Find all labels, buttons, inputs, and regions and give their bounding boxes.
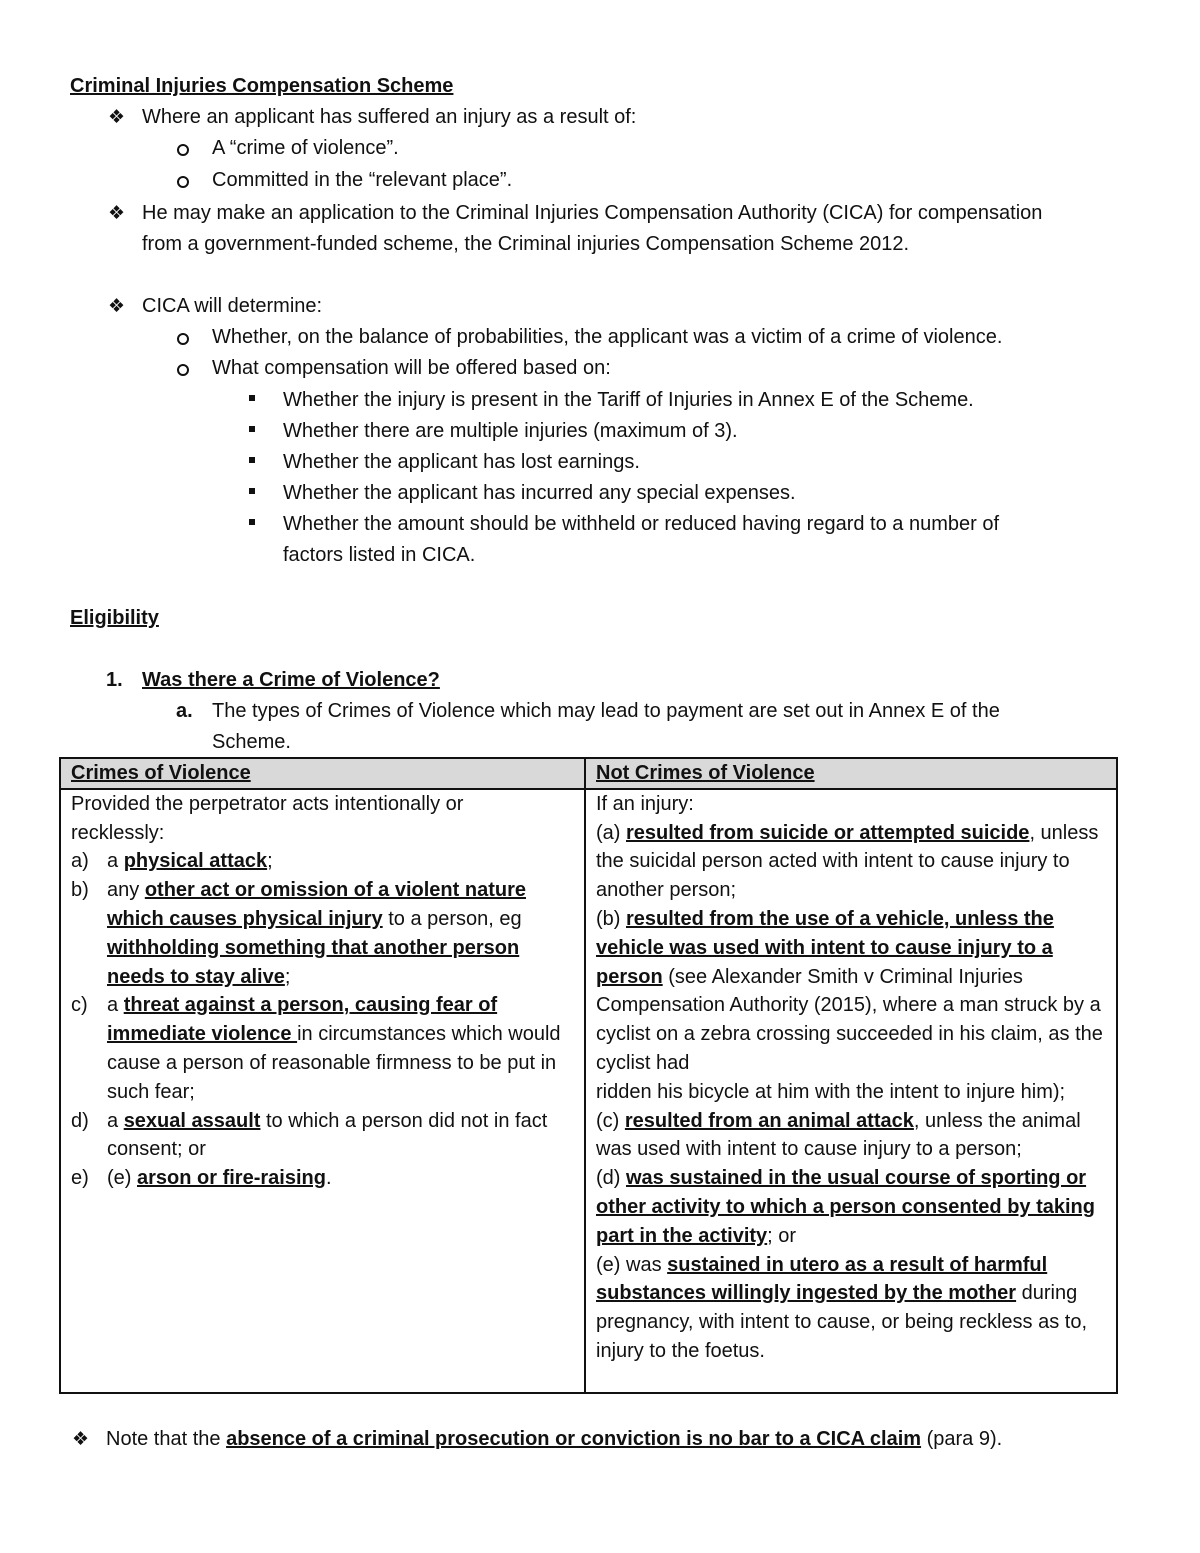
item-text: ; xyxy=(284,965,291,988)
col1-cell xyxy=(60,789,585,1393)
list-item xyxy=(596,1164,1112,1250)
item-mark: e) xyxy=(71,1167,89,1190)
item-text: (a) xyxy=(596,821,626,844)
cica-factor: Whether there are multiple injuries (maximum of 3). xyxy=(283,420,738,442)
item-underlined: physical attack xyxy=(123,850,268,873)
square-bullet-icon xyxy=(249,457,255,463)
crimes-table xyxy=(59,757,1118,1394)
intro-sub2: Committed in the “relevant place”. xyxy=(212,169,513,191)
table-header-row xyxy=(60,758,1117,789)
list-item xyxy=(71,991,580,1106)
item-underlined: sustained in utero as a result of harmful substances willingly ingested by the mother xyxy=(596,1253,1048,1305)
item-text: , unless the animal was used with intent to cause injury to a person; xyxy=(596,1109,1081,1161)
item-underlined: resulted from suicide or attempted suicide xyxy=(626,821,1030,844)
col2-header: Not Crimes of Violence xyxy=(585,758,1117,789)
intro-apply-line2: from a government-funded scheme, the Criminal injuries Compensation Scheme 2012. xyxy=(142,233,910,255)
item-text: (c) xyxy=(596,1109,625,1132)
item-text: . xyxy=(325,1167,332,1190)
circle-bullet-icon xyxy=(177,364,189,376)
item-underlined: sexual assault xyxy=(123,1109,261,1132)
item-underlined: withholding something that another person needs to stay alive xyxy=(107,936,520,988)
item-underlined: was sustained in the usual course of sporting or other activity to which a person consented by taking part in the activity xyxy=(596,1167,1095,1247)
item-underlined: arson or fire-raising xyxy=(137,1167,326,1190)
item-text: (see Alexander Smith v Criminal Injuries Compensation Authority (2015), where a man struck by a cyclist on a zebra crossing succeeded in his claim, as the cyclist had xyxy=(596,965,1103,1074)
item-text: to which a person did not in fact consent; or xyxy=(107,1109,548,1161)
list-item xyxy=(596,1107,1112,1165)
note-line xyxy=(106,1424,1002,1455)
list-item xyxy=(71,876,580,991)
item-mark: b) xyxy=(71,879,89,902)
table-row xyxy=(60,789,1117,1393)
q1a-mark: a. xyxy=(176,700,193,722)
col2-intro: If an injury: xyxy=(596,792,694,815)
diamond-bullet-icon: ❖ xyxy=(72,1429,90,1450)
list-item xyxy=(71,847,580,876)
item-text: (b) xyxy=(596,907,626,930)
col1-intro: Provided the perpetrator acts intentionally or recklessly: xyxy=(71,792,464,844)
item-text: a xyxy=(107,850,124,873)
eligibility-heading: Eligibility xyxy=(70,607,159,629)
item-text: ; xyxy=(267,850,273,873)
list-item xyxy=(71,1164,580,1193)
intro-apply-line1: He may make an application to the Criminal Injuries Compensation Authority (CICA) for compensation xyxy=(142,202,1043,224)
intro-where: Where an applicant has suffered an injury as a result of: xyxy=(142,106,637,128)
cica-sub2: What compensation will be offered based on: xyxy=(212,357,611,379)
item-text: during pregnancy, with intent to cause, or being reckless as to, injury to the foetus. xyxy=(596,1282,1088,1362)
square-bullet-icon xyxy=(249,519,255,525)
item-text: (d) xyxy=(596,1167,626,1190)
list-item xyxy=(71,1107,580,1165)
item-underlined: resulted from the use of a vehicle, unless the vehicle was used with intent to cause injury to a person xyxy=(596,907,1054,988)
item-underlined: other act or omission of a violent nature which causes physical injury xyxy=(107,879,526,930)
item-mark: a) xyxy=(71,850,89,873)
item-underlined: threat against a person, causing fear of immediate violence xyxy=(107,994,498,1046)
item-text: to a person, eg xyxy=(382,907,522,930)
square-bullet-icon xyxy=(249,426,255,432)
item-text: (e) xyxy=(107,1167,137,1190)
diamond-bullet-icon: ❖ xyxy=(108,296,126,317)
diamond-bullet-icon: ❖ xyxy=(108,203,126,224)
q1a-line2: Scheme. xyxy=(212,731,291,753)
note-text: Note that the xyxy=(106,1428,227,1450)
item-text: any xyxy=(107,879,145,902)
square-bullet-icon xyxy=(249,395,255,401)
circle-bullet-icon xyxy=(177,144,189,156)
cica-factor: Whether the applicant has incurred any special expenses. xyxy=(283,482,796,504)
item-text: a xyxy=(107,994,124,1017)
list-item-cont: ridden his bicycle at him with the intent to injure him); xyxy=(596,1080,1066,1103)
note-text: (para 9). xyxy=(921,1428,1003,1450)
list-item xyxy=(596,1251,1112,1366)
intro-sub1: A “crime of violence”. xyxy=(212,137,399,159)
square-bullet-icon xyxy=(249,488,255,494)
list-item xyxy=(596,819,1112,905)
item-mark: d) xyxy=(71,1109,89,1132)
q1-heading: Was there a Crime of Violence? xyxy=(142,669,440,691)
cica-intro: CICA will determine: xyxy=(142,295,323,317)
item-text: , unless the suicidal person acted with intent to cause injury to another person; xyxy=(596,821,1099,902)
cica-factor: Whether the applicant has lost earnings. xyxy=(283,451,640,473)
note-underlined: absence of a criminal prosecution or conviction is no bar to a CICA claim xyxy=(226,1428,922,1450)
circle-bullet-icon xyxy=(177,333,189,345)
cica-factor: Whether the injury is present in the Tariff of Injuries in Annex E of the Scheme. xyxy=(283,389,974,411)
item-text: in circumstances which would cause a person of reasonable firmness to be put in such fear; xyxy=(107,1023,561,1103)
item-text: ; or xyxy=(767,1224,797,1247)
item-text: a xyxy=(107,1109,124,1132)
item-text: (e) was xyxy=(596,1253,668,1276)
page-title: Criminal Injuries Compensation Scheme xyxy=(70,75,454,97)
cica-factor-cont: factors listed in CICA. xyxy=(283,544,476,566)
q1a-line1: The types of Crimes of Violence which may lead to payment are set out in Annex E of the xyxy=(212,700,1000,722)
cica-factor: Whether the amount should be withheld or reduced having regard to a number of xyxy=(283,513,999,535)
diamond-bullet-icon: ❖ xyxy=(108,107,126,128)
list-item xyxy=(596,905,1112,1078)
col1-header: Crimes of Violence xyxy=(60,758,585,789)
col2-cell xyxy=(585,789,1117,1393)
item-mark: c) xyxy=(71,994,88,1017)
circle-bullet-icon xyxy=(177,176,189,188)
cica-sub1: Whether, on the balance of probabilities, the applicant was a victim of a crime of violence. xyxy=(212,326,1003,348)
q1-number: 1. xyxy=(106,669,123,691)
item-underlined: resulted from an animal attack xyxy=(624,1109,914,1132)
